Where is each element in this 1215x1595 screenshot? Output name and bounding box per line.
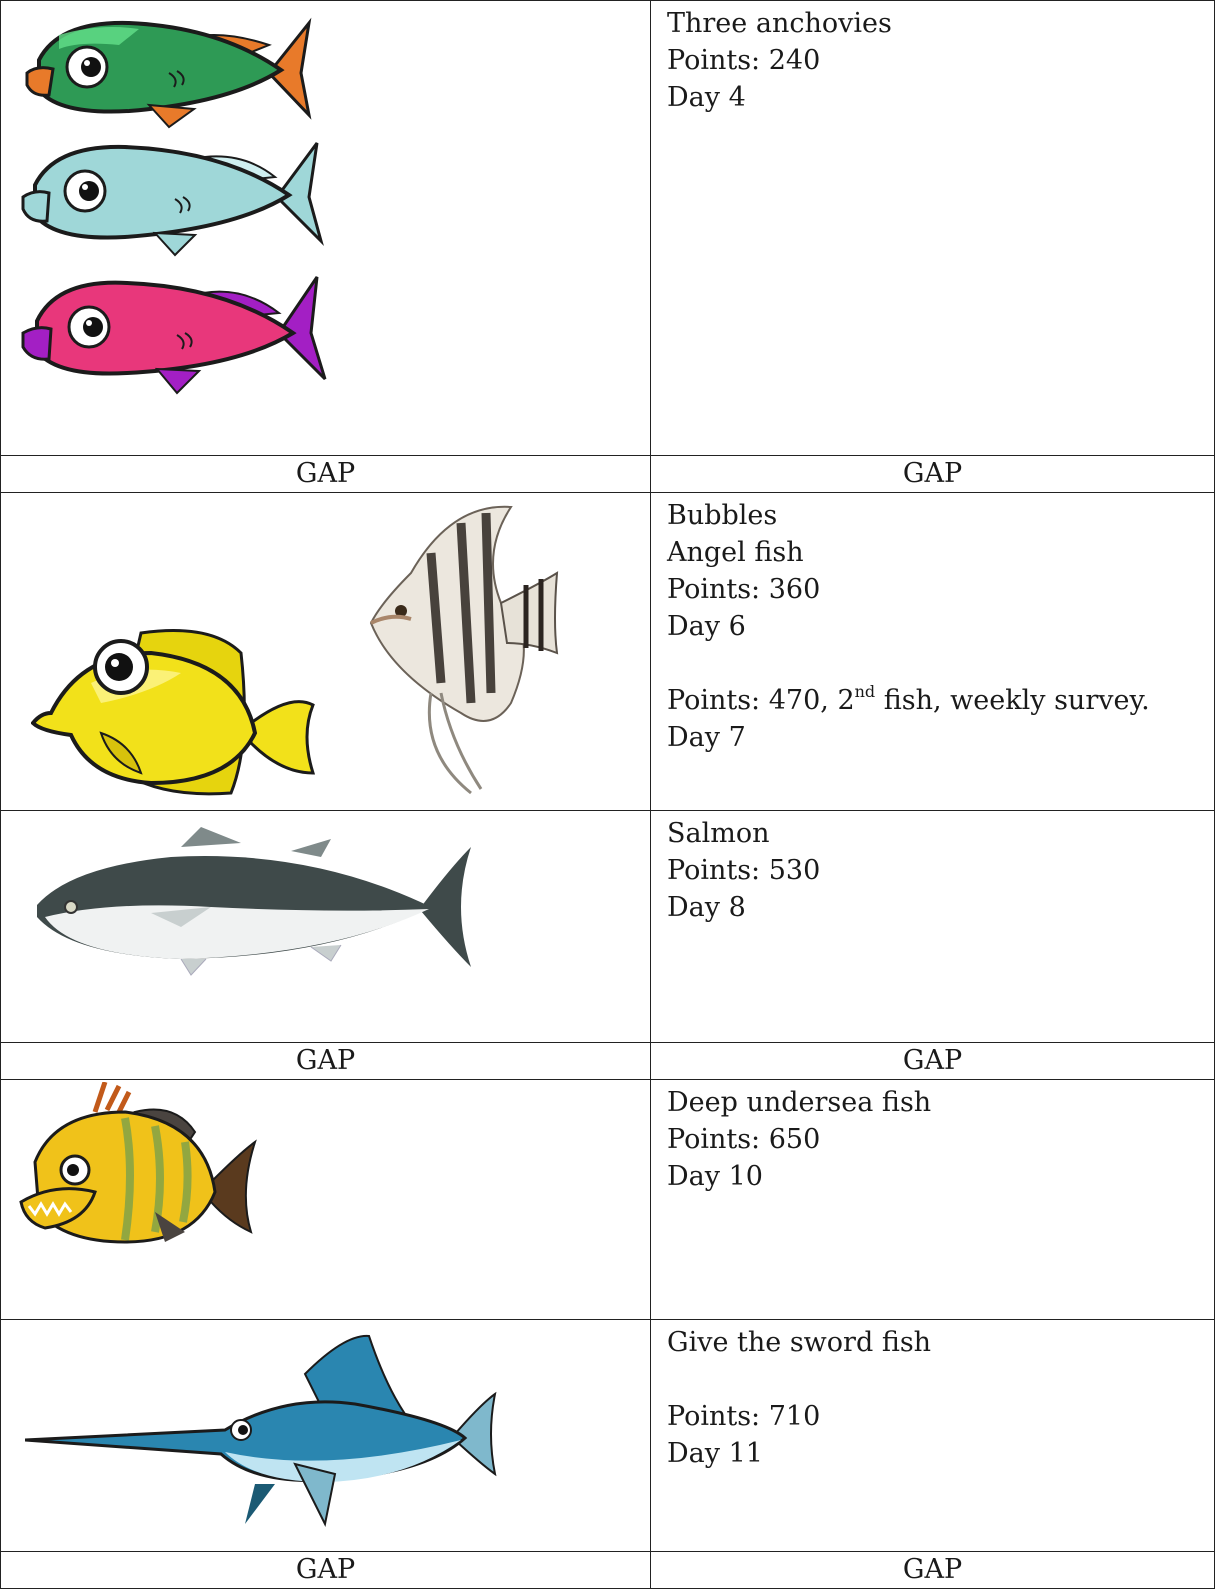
- fish-name: Give the sword fish: [667, 1327, 932, 1358]
- fish-name: Deep undersea fish: [667, 1087, 932, 1118]
- pink-anchovy-image: [17, 273, 331, 397]
- fish-points: Points: 710: [667, 1401, 821, 1432]
- fish-day: Day 11: [667, 1438, 763, 1469]
- second-fish-day: Day 7: [667, 722, 746, 753]
- gap-cell-left: [1, 456, 651, 493]
- table-row: [1, 1320, 1215, 1552]
- ordinal-suffix: nd: [854, 682, 876, 701]
- green-anchovy-image: [19, 15, 319, 133]
- fish-info-cell: [651, 1080, 1215, 1320]
- gap-label: GAP: [902, 1045, 963, 1076]
- fish-info-cell: [651, 811, 1215, 1043]
- fish-points: Points: 530: [667, 855, 821, 886]
- points-prefix: Points: 470, 2: [667, 685, 855, 716]
- fish-nickname: Bubbles: [667, 500, 778, 531]
- fish-points: Points: 650: [667, 1124, 821, 1155]
- gap-row: [1, 1043, 1215, 1080]
- sword-fish-image: [25, 1334, 505, 1534]
- second-fish-points: [667, 682, 1198, 719]
- fish-info-cell: [651, 1, 1215, 456]
- table-row: [1, 493, 1215, 811]
- fish-name: Three anchovies: [667, 8, 892, 39]
- points-suffix: fish, weekly survey.: [875, 685, 1150, 716]
- gap-label: GAP: [902, 1554, 963, 1585]
- table-row: [1, 1080, 1215, 1320]
- gap-label: GAP: [295, 1045, 356, 1076]
- gap-label: GAP: [295, 458, 356, 489]
- fish-points: Points: 360: [667, 574, 821, 605]
- blank-line: [667, 645, 1198, 682]
- gap-cell-right: [651, 1552, 1215, 1589]
- fish-day: Day 4: [667, 82, 746, 113]
- yellow-tang-image: [31, 623, 321, 803]
- gap-cell-right: [651, 1043, 1215, 1080]
- gap-row: [1, 456, 1215, 493]
- fish-name: Salmon: [667, 818, 770, 849]
- fish-points: Points: 240: [667, 45, 821, 76]
- fish-image-cell: [1, 1080, 651, 1320]
- gap-cell-left: [1, 1552, 651, 1589]
- salmon-image: [31, 827, 481, 987]
- blank-line: [667, 1361, 1198, 1398]
- fish-image-cell: [1, 493, 651, 811]
- fish-info-cell: [651, 493, 1215, 811]
- fish-day: Day 8: [667, 892, 746, 923]
- gap-label: GAP: [295, 1554, 356, 1585]
- deep-sea-fish-image: [15, 1082, 261, 1260]
- fish-image-cell: [1, 811, 651, 1043]
- fish-name: Angel fish: [667, 537, 804, 568]
- fish-image-cell: [1, 1320, 651, 1552]
- gap-label: GAP: [902, 458, 963, 489]
- angel-fish-image: [331, 493, 616, 809]
- gap-row: [1, 1552, 1215, 1589]
- table-row: [1, 811, 1215, 1043]
- teal-anchovy-image: [15, 137, 327, 259]
- gap-cell-right: [651, 456, 1215, 493]
- table-row: [1, 1, 1215, 456]
- fish-day: Day 6: [667, 611, 746, 642]
- gap-cell-left: [1, 1043, 651, 1080]
- fish-image-cell: [1, 1, 651, 456]
- fish-info-cell: [651, 1320, 1215, 1552]
- fish-day: Day 10: [667, 1161, 763, 1192]
